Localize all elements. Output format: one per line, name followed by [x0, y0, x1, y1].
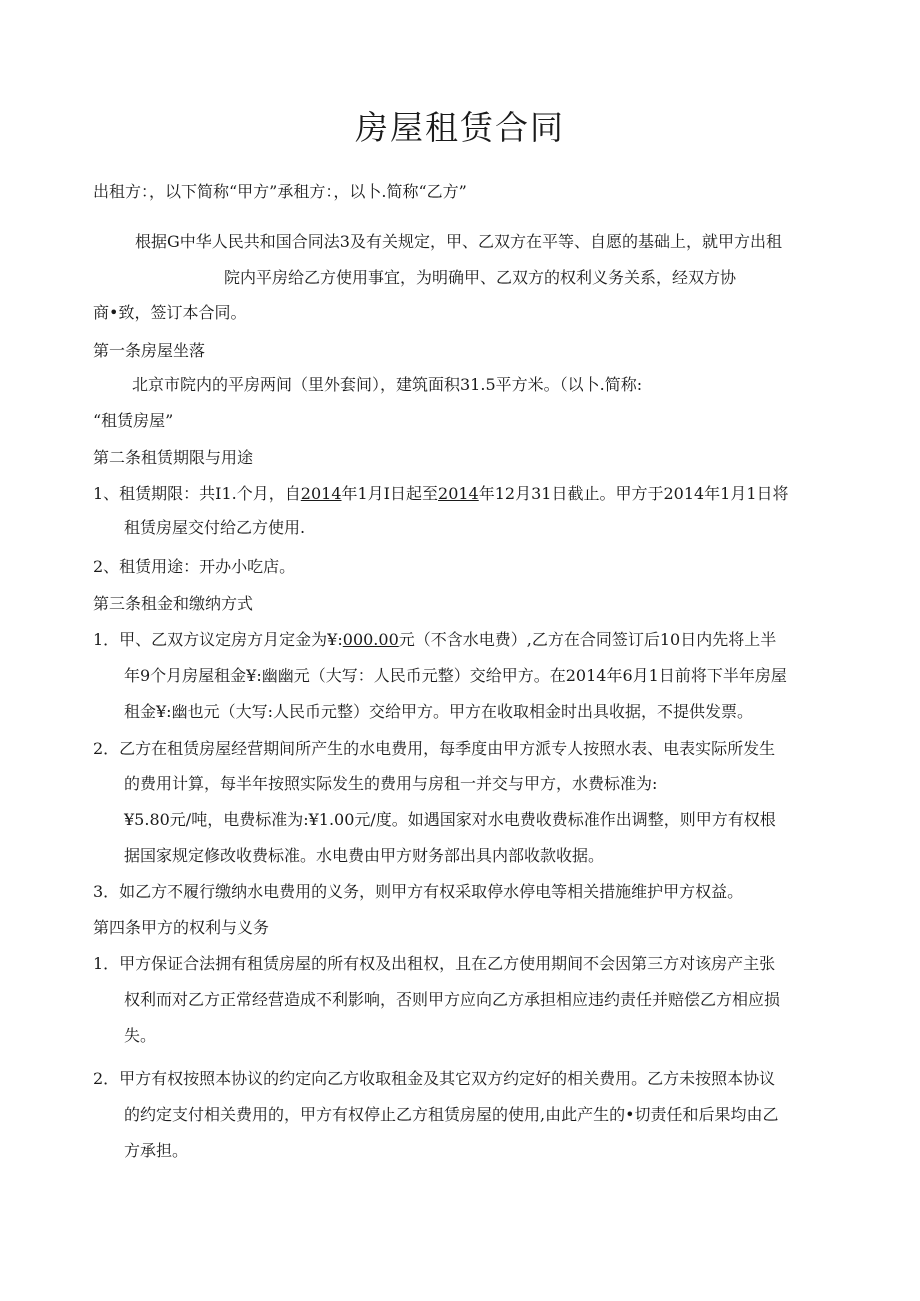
article-3-item-1-line-3: 租金¥:幽也元（大写:人民币元整）交给甲方。甲方在收取相金时出具收据，不提供发票。 — [124, 702, 753, 721]
preamble-line-1: 根据G中华人民共和国合同法3及有关规定，甲、乙双方在平等、自愿的基础上，就甲方出租 — [135, 232, 782, 251]
article-4-item-1-line-3: 失。 — [124, 1026, 157, 1045]
article-4-item-2-line-1: 2．甲方有权按照本协议的约定向乙方收取租金及其它双方约定好的相关费用。乙方未按照本协议 — [93, 1069, 776, 1088]
article-4-heading: 第四条甲方的权利与义务 — [93, 918, 270, 937]
document-title: 房屋租赁合同 — [355, 108, 565, 147]
article-1-line-2: “租赁房屋” — [93, 411, 174, 430]
article-2-item-1-line-2: 租赁房屋交付给乙方使用. — [124, 518, 306, 537]
preamble-line-2: 院内平房给乙方使用事宜，为明确甲、乙双方的权利义务关系，经双方协 — [224, 268, 737, 287]
article-3-item-2-line-2: 的费用计算，每半年按照实际发生的费用与房租一并交与甲方，水费标准为: — [124, 774, 658, 793]
article-3-item-2-line-3: ¥5.80元/吨，电费标准为:¥1.00元/度。如遇国家对水电费收费标准作出调整，则甲方有权根 — [124, 810, 776, 829]
article-3-item-2-line-1: 2．乙方在租赁房屋经营期间所产生的水电费用，每季度由甲方派专人按照水表、电表实际所发生 — [93, 739, 776, 758]
lease-term-text-e: 年12月31日截止。甲方于2014年1月1日将 — [478, 484, 789, 503]
deposit-text-c: 元（不含水电费）,乙方在合同签订后10日内先将上半 — [398, 630, 777, 649]
article-2-item-2: 2、租赁用途：开办小吃店。 — [93, 557, 296, 576]
article-1-line-1: 北京市院内的平房两间（里外套间），建筑面积31.5平方米。（以卜.简称: — [132, 375, 643, 394]
article-3-item-1-line-2: 年9个月房屋租金¥:幽幽元（大写：人民币元整）交给甲方。在2014年6月1日前将下半年房屋 — [124, 666, 787, 685]
article-4-item-2-line-2: 的约定支付相关费用的，甲方有权停止乙方租赁房屋的使用,由此产生的•切责任和后果均由乙 — [124, 1105, 779, 1124]
deposit-text-a: 1．甲、乙双方议定房方月定金为¥: — [93, 630, 343, 649]
article-1-heading: 第一条房屋坐落 — [93, 341, 206, 360]
article-4-item-2-line-3: 方承担。 — [124, 1141, 189, 1160]
parties-line: 出租方：，以下简称“甲方”承租方：，以卜.简称“乙方” — [93, 182, 467, 201]
article-4-item-1-line-2: 权利而对乙方正常经营造成不利影响，否则甲方应向乙方承担相应违约责任并赔偿乙方相应损 — [124, 990, 781, 1009]
article-3-item-1-line-1 — [93, 629, 776, 651]
lease-term-text-a: 1、租赁期限：共I1.个月，自 — [93, 484, 301, 503]
lease-start-year: 2014 — [300, 484, 342, 503]
article-3-heading: 第三条租金和缴纳方式 — [93, 594, 254, 613]
preamble-line-3: 商•致，签订本合同。 — [93, 303, 247, 322]
deposit-amount: 000.00 — [342, 630, 399, 649]
article-3-item-3: 3．如乙方不履行缴纳水电费用的义务，则甲方有权采取停水停电等相关措施维护甲方权益。 — [93, 882, 744, 901]
article-2-heading: 第二条租赁期限与用途 — [93, 448, 254, 467]
article-2-item-1-line-1 — [93, 483, 789, 505]
article-3-item-2-line-4: 据国家规定修改收费标准。水电费由甲方财务部出具内部收款收据。 — [124, 846, 605, 865]
lease-term-text-c: 年1月I日起至 — [341, 484, 439, 503]
article-4-item-1-line-1: 1．甲方保证合法拥有租赁房屋的所有权及出租权，且在乙方使用期间不会因第三方对该房产主张 — [93, 954, 776, 973]
lease-end-year: 2014 — [438, 484, 479, 503]
